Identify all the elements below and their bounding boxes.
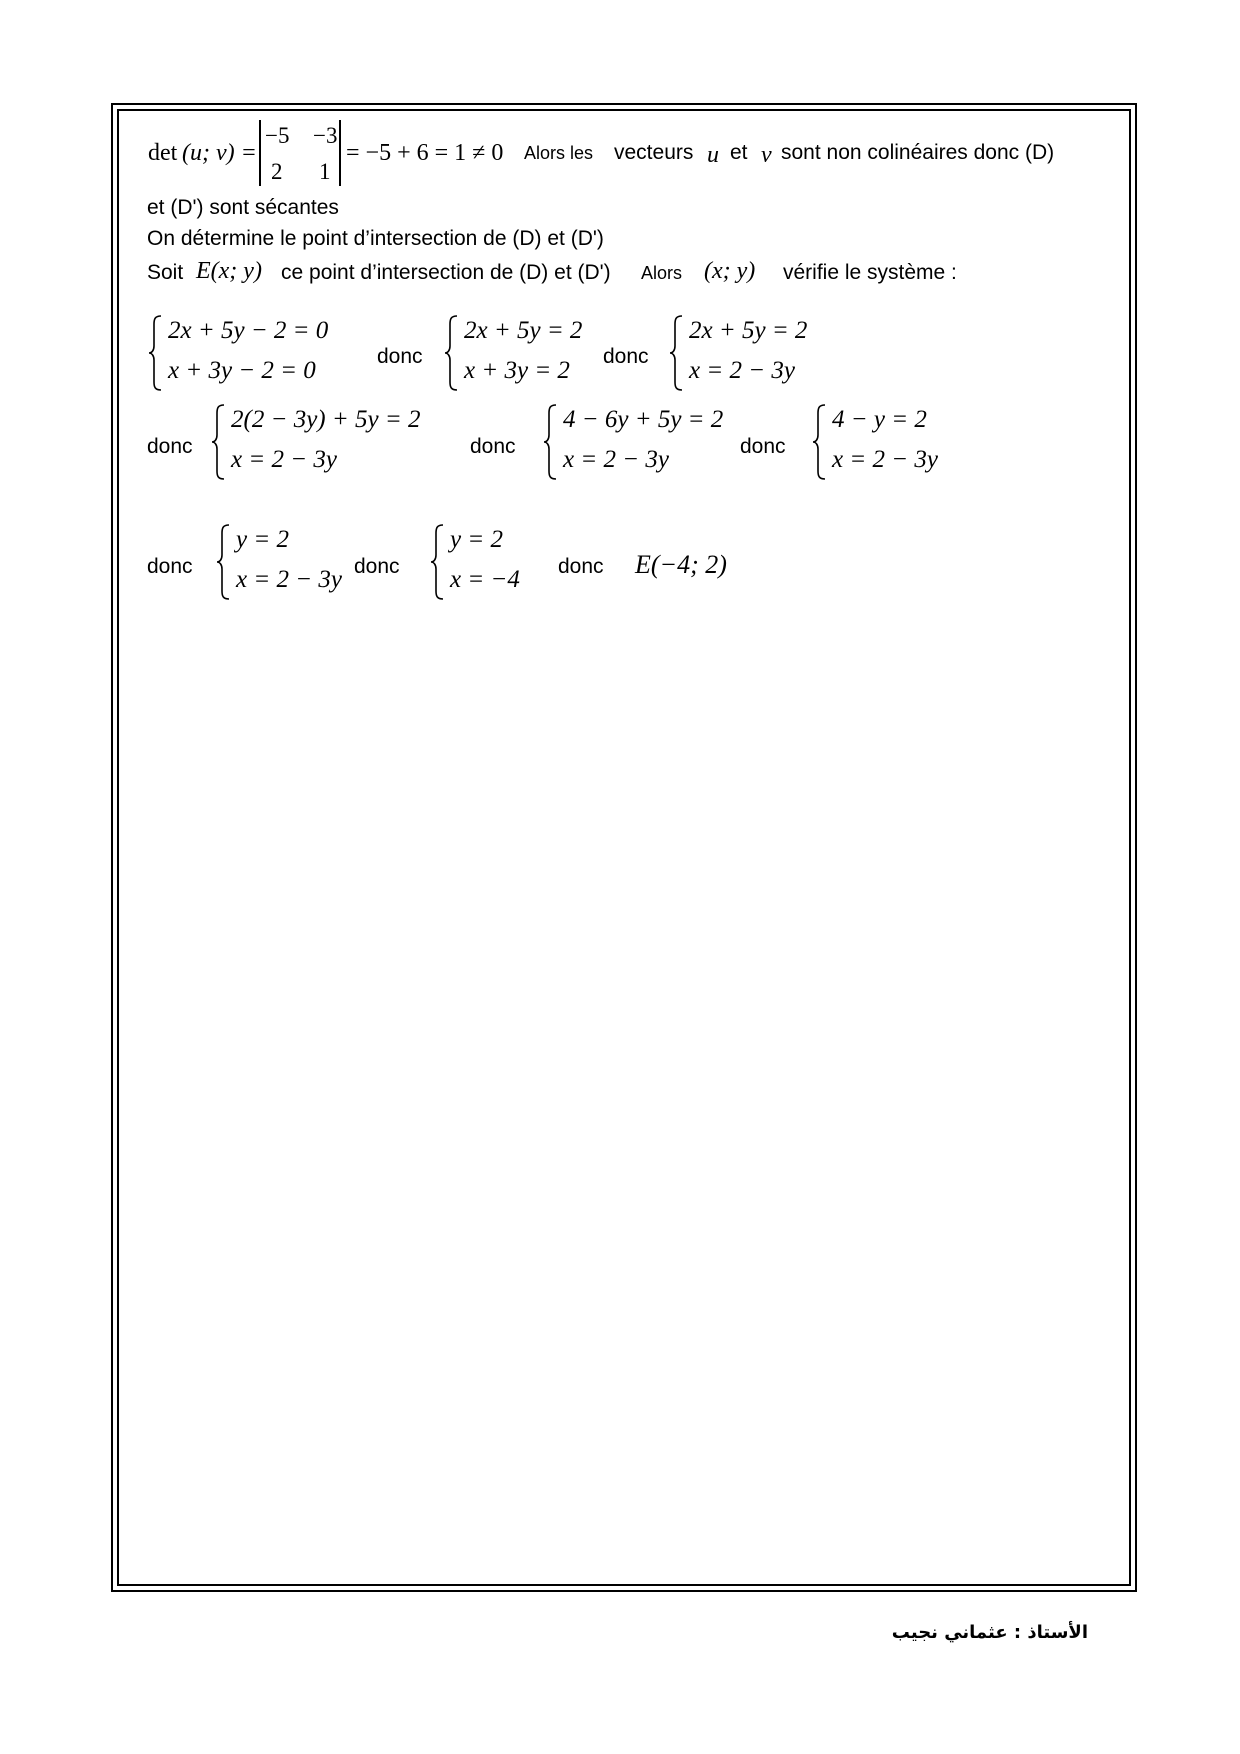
system-8-line-1: y = 2 <box>450 526 503 553</box>
matrix-bar-right <box>339 120 341 186</box>
et-label: et <box>730 141 748 164</box>
system-4-line-2: x = 2 − 3y <box>231 446 337 473</box>
author-footer: الأستاذ : عثماني نجيب <box>891 1622 1088 1643</box>
system-4-line-1: 2(2 − 3y) + 5y = 2 <box>231 406 421 433</box>
donc-label: donc <box>470 435 516 458</box>
non-colineaires-text: sont non colinéaires donc (D) <box>781 141 1055 164</box>
system-2-line-2: x + 3y = 2 <box>464 357 570 384</box>
system-7-line-1: y = 2 <box>236 526 289 553</box>
point-e-xy: E(x; y) <box>196 258 262 284</box>
matrix-c: 2 <box>271 159 283 184</box>
matrix-b: −3 <box>313 123 338 148</box>
ce-point-text: ce point d’intersection de (D) et (D') <box>281 261 611 284</box>
brace-icon <box>148 314 164 392</box>
matrix-a: −5 <box>265 123 290 148</box>
soit-label: Soit <box>147 261 184 284</box>
donc-label: donc <box>558 555 604 578</box>
brace-icon <box>669 314 685 392</box>
text-line-intersection: On détermine le point d’intersection de (D) et (D') <box>147 227 604 250</box>
pair-xy: (x; y) <box>704 258 756 284</box>
vector-v: v <box>761 142 772 168</box>
det-operator: det <box>148 140 178 166</box>
donc-label: donc <box>603 345 649 368</box>
system-2-line-1: 2x + 5y = 2 <box>464 317 583 344</box>
vecteurs-label: vecteurs <box>614 141 694 164</box>
brace-icon <box>216 523 232 601</box>
donc-label: donc <box>147 435 193 458</box>
brace-icon <box>444 314 460 392</box>
matrix-bar-left <box>259 120 261 186</box>
alors-les: Alors les <box>524 143 594 163</box>
det-matrix <box>259 120 344 186</box>
verifie-text: vérifie le système : <box>783 261 957 284</box>
alors-label: Alors <box>641 263 683 283</box>
system-8-line-2: x = −4 <box>450 566 520 593</box>
brace-icon <box>211 403 227 481</box>
donc-label: donc <box>740 435 786 458</box>
result-point: E(−4; 2) <box>635 550 727 579</box>
system-1-line-1: 2x + 5y − 2 = 0 <box>168 317 329 344</box>
system-6-line-2: x = 2 − 3y <box>832 446 938 473</box>
donc-label: donc <box>147 555 193 578</box>
det-args: (u; v) = <box>182 140 257 166</box>
system-5-line-2: x = 2 − 3y <box>563 446 669 473</box>
donc-label: donc <box>354 555 400 578</box>
brace-icon <box>543 403 559 481</box>
system-5-line-1: 4 − 6y + 5y = 2 <box>563 406 724 433</box>
system-3-line-2: x = 2 − 3y <box>689 357 795 384</box>
text-line-secantes: et (D') sont sécantes <box>147 196 339 219</box>
brace-icon <box>812 403 828 481</box>
matrix-d: 1 <box>319 159 331 184</box>
system-7-line-2: x = 2 − 3y <box>236 566 342 593</box>
system-3-line-1: 2x + 5y = 2 <box>689 317 808 344</box>
donc-label: donc <box>377 345 423 368</box>
system-6-line-1: 4 − y = 2 <box>832 406 927 433</box>
det-result: = −5 + 6 = 1 ≠ 0 <box>346 140 504 166</box>
vector-u: u <box>707 142 719 168</box>
brace-icon <box>430 523 446 601</box>
system-1-line-2: x + 3y − 2 = 0 <box>168 357 316 384</box>
